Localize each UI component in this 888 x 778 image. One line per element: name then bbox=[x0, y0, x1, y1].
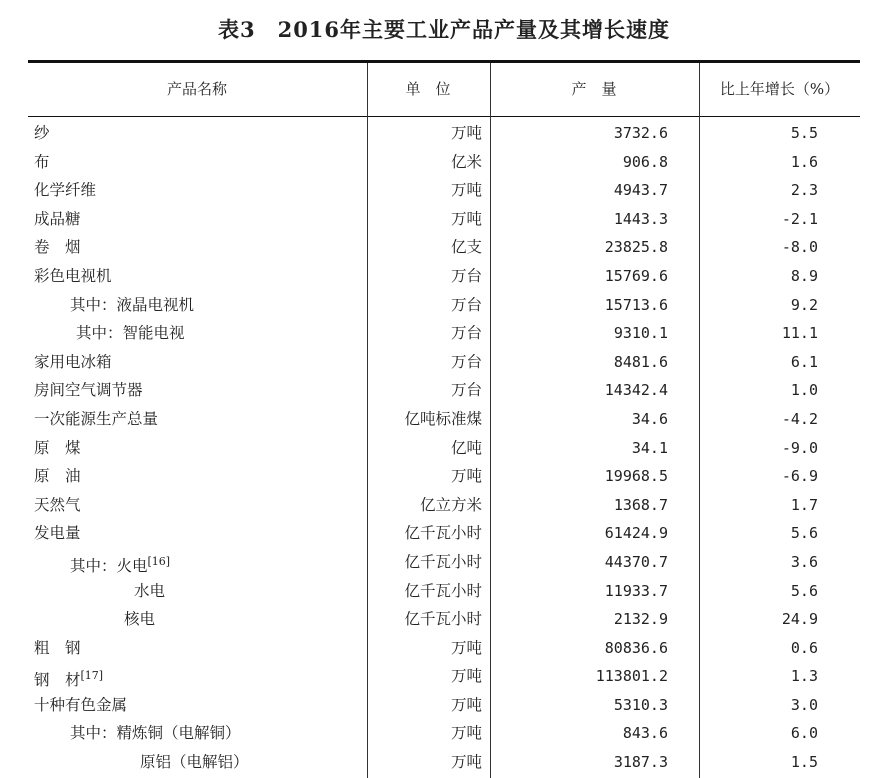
header-unit: 单 位 bbox=[405, 80, 451, 98]
product-name-text: 其中：液晶电视机 bbox=[70, 295, 195, 314]
table-row bbox=[28, 748, 860, 777]
table-row bbox=[28, 319, 860, 348]
product-name bbox=[34, 634, 81, 663]
quantity-cell: 11933.7 bbox=[604, 581, 668, 600]
product-name-text: 卷 烟 bbox=[34, 238, 81, 257]
growth-cell: 1.0 bbox=[790, 381, 818, 400]
unit-cell: 亿立方米 bbox=[419, 495, 482, 514]
table-row bbox=[28, 491, 860, 520]
unit-cell: 亿千瓦小时 bbox=[404, 552, 482, 571]
growth-cell: 5.6 bbox=[790, 581, 818, 600]
product-name-text: 房间空气调节器 bbox=[34, 381, 143, 400]
product-name bbox=[34, 233, 81, 262]
table-row bbox=[28, 291, 860, 320]
product-name bbox=[34, 519, 81, 548]
product-name bbox=[34, 491, 81, 520]
quantity-cell: 23825.8 bbox=[604, 238, 668, 257]
product-name-text: 化学纤维 bbox=[34, 181, 97, 200]
header-quantity: 产 量 bbox=[571, 80, 617, 98]
quantity-cell: 113801.2 bbox=[595, 667, 668, 686]
header-rule bbox=[28, 116, 860, 117]
product-name-text: 成品糖 bbox=[34, 209, 81, 228]
header-product-name: 产品名称 bbox=[166, 80, 227, 98]
growth-cell: 1.3 bbox=[790, 667, 818, 686]
table-header bbox=[28, 63, 860, 116]
product-name-text: 天然气 bbox=[34, 495, 81, 514]
table-body bbox=[28, 119, 860, 777]
product-name-text: 发电量 bbox=[34, 524, 81, 543]
unit-cell: 万吨 bbox=[450, 124, 482, 142]
product-name-text: 核电 bbox=[124, 610, 156, 629]
unit-cell: 亿支 bbox=[450, 238, 482, 257]
product-name-text: 其中：智能电视 bbox=[76, 324, 185, 343]
unit-cell: 万吨 bbox=[450, 181, 482, 200]
table-number: 表3 bbox=[217, 17, 256, 42]
quantity-cell: 19968.5 bbox=[604, 467, 668, 486]
growth-cell: 11.1 bbox=[781, 324, 818, 343]
product-name-text: 十种有色金属 bbox=[34, 695, 128, 714]
table-row bbox=[28, 376, 860, 405]
quantity-cell: 2132.9 bbox=[613, 610, 668, 629]
product-name-text: 布 bbox=[34, 152, 50, 171]
quantity-cell: 61424.9 bbox=[604, 524, 668, 543]
product-name bbox=[70, 719, 241, 748]
product-name bbox=[140, 748, 249, 777]
quantity-cell: 9310.1 bbox=[613, 324, 668, 343]
unit-cell: 亿吨 bbox=[450, 438, 482, 457]
unit-cell: 万吨 bbox=[450, 667, 482, 686]
product-name-text: 水电 bbox=[134, 581, 166, 600]
quantity-cell: 15769.6 bbox=[604, 266, 668, 285]
product-name bbox=[134, 577, 165, 606]
footnote-ref[interactable]: [16] bbox=[147, 554, 171, 568]
growth-cell: 3.0 bbox=[790, 695, 818, 714]
quantity-cell: 44370.7 bbox=[604, 552, 668, 571]
table-row bbox=[28, 634, 860, 663]
table-title bbox=[0, 14, 888, 44]
product-name-text: 钢 材 bbox=[34, 671, 81, 690]
unit-cell: 亿米 bbox=[450, 152, 482, 171]
unit-cell: 万吨 bbox=[450, 695, 482, 714]
quantity-cell: 4943.7 bbox=[613, 181, 668, 200]
growth-cell: -2.1 bbox=[781, 209, 818, 228]
product-name-text: 彩色电视机 bbox=[34, 266, 112, 285]
footnote-ref[interactable]: [17] bbox=[80, 669, 104, 683]
quantity-cell: 14342.4 bbox=[604, 381, 668, 400]
unit-cell: 亿千瓦小时 bbox=[404, 581, 482, 600]
product-name bbox=[34, 405, 158, 434]
quantity-cell: 906.8 bbox=[622, 152, 668, 171]
product-name bbox=[34, 348, 112, 377]
table-row bbox=[28, 119, 860, 148]
product-name-text: 其中：火电 bbox=[70, 557, 148, 576]
table-row bbox=[28, 233, 860, 262]
quantity-cell: 80836.6 bbox=[604, 638, 668, 657]
quantity-cell: 5310.3 bbox=[613, 695, 668, 714]
quantity-cell: 3732.6 bbox=[613, 124, 668, 142]
table-row bbox=[28, 605, 860, 634]
table-row bbox=[28, 262, 860, 291]
table-row bbox=[28, 176, 860, 205]
unit-cell: 万台 bbox=[450, 352, 482, 371]
growth-cell: 0.6 bbox=[790, 638, 818, 657]
unit-cell: 亿吨标准煤 bbox=[404, 409, 482, 428]
product-name bbox=[34, 176, 96, 205]
unit-cell: 亿千瓦小时 bbox=[404, 610, 482, 629]
quantity-cell: 3187.3 bbox=[613, 753, 668, 772]
table-row bbox=[28, 519, 860, 548]
product-name-text: 家用电冰箱 bbox=[34, 352, 112, 371]
growth-cell: 2.3 bbox=[790, 181, 818, 200]
quantity-cell: 843.6 bbox=[622, 724, 668, 743]
table-row bbox=[28, 548, 860, 577]
product-name bbox=[34, 205, 81, 234]
growth-cell: 8.9 bbox=[790, 266, 818, 285]
growth-cell: 1.7 bbox=[790, 495, 818, 514]
table-row bbox=[28, 691, 860, 720]
table-row bbox=[28, 348, 860, 377]
product-name-text: 其中：精炼铜（电解铜） bbox=[70, 724, 241, 743]
product-name bbox=[76, 319, 185, 348]
table-title-text: 2016年主要工业产品产量及其增长速度 bbox=[277, 17, 671, 42]
table-row bbox=[28, 662, 860, 691]
unit-cell: 万吨 bbox=[450, 467, 482, 486]
unit-cell: 万台 bbox=[450, 295, 482, 314]
growth-cell: 3.6 bbox=[790, 552, 818, 571]
product-name-text: 纱 bbox=[34, 124, 50, 142]
quantity-cell: 15713.6 bbox=[604, 295, 668, 314]
quantity-cell: 8481.6 bbox=[613, 352, 668, 371]
growth-cell: 24.9 bbox=[781, 610, 818, 629]
growth-cell: 1.5 bbox=[790, 753, 818, 772]
quantity-cell: 34.1 bbox=[631, 438, 668, 457]
product-name bbox=[34, 262, 112, 291]
growth-cell: 5.6 bbox=[790, 524, 818, 543]
unit-cell: 万吨 bbox=[450, 209, 482, 228]
growth-cell: 5.5 bbox=[790, 124, 818, 142]
product-name-text: 原 油 bbox=[34, 467, 81, 486]
unit-cell: 万吨 bbox=[450, 638, 482, 657]
unit-cell: 万台 bbox=[450, 324, 482, 343]
table-row bbox=[28, 719, 860, 748]
product-name-text: 原 煤 bbox=[34, 438, 81, 457]
quantity-cell: 1368.7 bbox=[613, 495, 668, 514]
unit-cell: 万台 bbox=[450, 381, 482, 400]
quantity-cell: 1443.3 bbox=[613, 209, 668, 228]
unit-cell: 万吨 bbox=[450, 724, 482, 743]
growth-cell: -4.2 bbox=[781, 409, 818, 428]
unit-cell: 万台 bbox=[450, 266, 482, 285]
growth-cell: 1.6 bbox=[790, 152, 818, 171]
header-growth: 比上年增长（%） bbox=[719, 80, 840, 98]
growth-cell: 6.0 bbox=[790, 724, 818, 743]
growth-cell: -9.0 bbox=[781, 438, 818, 457]
product-name bbox=[34, 462, 81, 491]
growth-cell: -6.9 bbox=[781, 467, 818, 486]
unit-cell: 万吨 bbox=[450, 753, 482, 772]
table-row bbox=[28, 205, 860, 234]
growth-cell: 6.1 bbox=[790, 352, 818, 371]
table-row bbox=[28, 148, 860, 177]
unit-cell: 亿千瓦小时 bbox=[404, 524, 482, 543]
product-name bbox=[124, 605, 155, 634]
table-row bbox=[28, 405, 860, 434]
quantity-cell: 34.6 bbox=[631, 409, 668, 428]
product-name-text: 粗 钢 bbox=[34, 638, 81, 657]
growth-cell: -8.0 bbox=[781, 238, 818, 257]
growth-cell: 9.2 bbox=[790, 295, 818, 314]
product-name bbox=[34, 691, 127, 720]
product-name-text: 原铝（电解铝） bbox=[140, 753, 249, 772]
product-name bbox=[70, 291, 194, 320]
table-row bbox=[28, 434, 860, 463]
product-name bbox=[34, 376, 143, 405]
product-name bbox=[34, 434, 81, 463]
product-name-text: 一次能源生产总量 bbox=[34, 409, 159, 428]
product-name bbox=[34, 119, 50, 148]
table-row bbox=[28, 462, 860, 491]
product-name bbox=[34, 148, 50, 177]
table-row bbox=[28, 577, 860, 606]
